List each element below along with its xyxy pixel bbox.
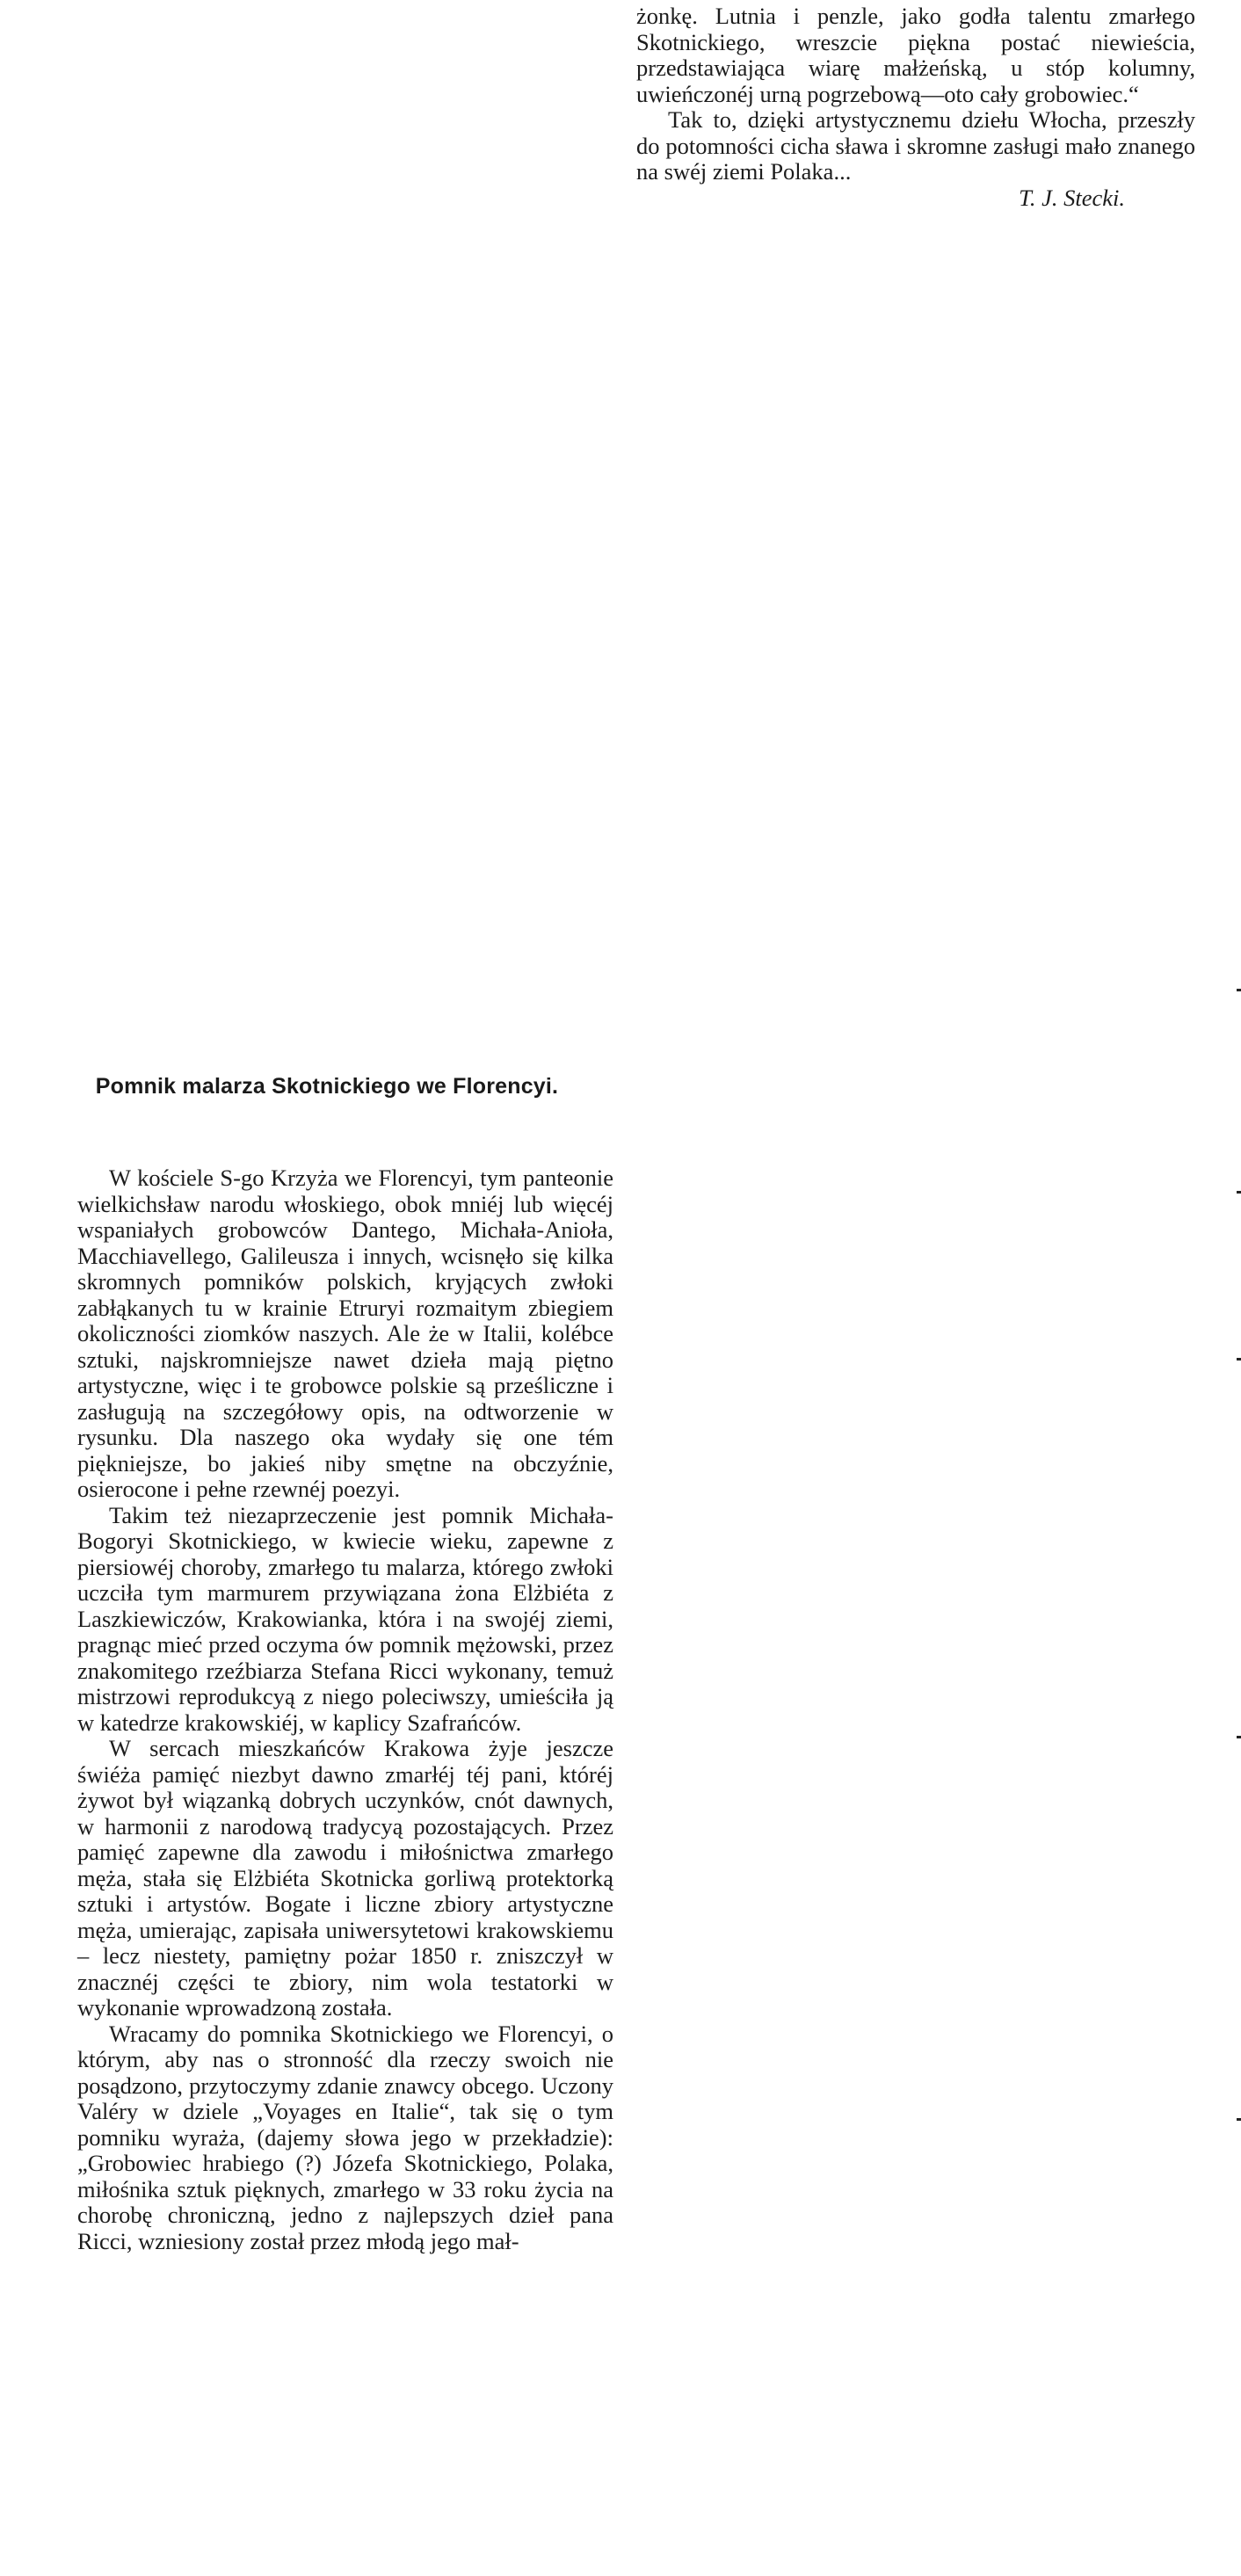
article-paragraph: W sercach mieszkańców Krakowa żyje jeszcze świéża pamięć niezbyt dawno zmarłéj téj pani, któréj żywot był wiązanką dobrych uczynków, cnót dawnych, w harmonii z narodową tradycyą pozostających. Przez pamięć zapewne dla zawodu i miłośnictwa zmarłego męża, stała się Elżbiéta Skotnicka gorliwą protektorką sztuki i artystów. Bogate i liczne zbiory artystyczne męża, umierając, zapisała uniwersytetowi krakowskiemu – lecz niestety, pamiętny pożar 1850 r. zniszczył w znacznéj części te zbiory, nim wola testatorki w wykonanie wprowadzoną została. [77, 1735, 613, 2021]
article-paragraph: W kościele S-go Krzyża we Florencyi, tym panteonie wielkichsław narodu włoskiego, obok mniéj lub więcéj wspaniałych grobowców Dantego, Michała-Anioła, Macchiavellego, Galileusza i innych, wcisnęło się kilka skromnych pomników polskich, kryjących zwłoki zabłąkanych tu w krainie Etruryi rozmaitym zbiegiem okoliczności ziomków naszych. Ale że w Italii, kolébce sztuki, najskromniejsze nawet dzieła mają piętno artystyczne, więc i te grobowce polskie są prześliczne i zasługują na szczegółowy opis, na odtworzenie w rysunku. Dla naszego oka wydały się one tém piękniejsze, bo jakieś niby smętne na obczyźnie, osierocone i pełne rzewnéj poezyi. [77, 1165, 613, 1502]
scan-edge-mark [1237, 1191, 1241, 1194]
scan-edge-mark [1237, 1736, 1241, 1738]
article-title: Pomnik malarza Skotnickiego we Florencyi. [95, 1074, 559, 1099]
author-signature: T. J. Stecki. [1019, 184, 1125, 211]
continued-text-column [636, 4, 1195, 211]
scan-edge-mark [1237, 1358, 1241, 1361]
article-paragraph: Takim też niezaprzeczenie jest pomnik Michała-Bogoryi Skotnickiego, w kwiecie wieku, zapewne z piersiowéj choroby, zmarłego tu malarza, którego zwłoki uczciła tym marmurem przywiązana żona Elżbiéta z Laszkiewiczów, Krakowianka, która i na swojéj ziemi, pragnąc mieć przed oczyma ów pomnik mężowski, przez znakomitego rzeźbiarza Stefana Ricci wykonany, temuż mistrzowi reprodukcyą z niego poleciwszy, umieściła ją w katedrze krakowskiéj, w kaplicy Szafrańców. [77, 1501, 613, 1736]
closing-paragraph: Tak to, dzięki artystycznemu dziełu Włocha, przeszły do potomności cicha sława i skromne zasługi mało znanego na swéj ziemi Polaka... [636, 106, 1195, 185]
scan-edge-mark [1237, 2118, 1241, 2121]
article-paragraph: Wracamy do pomnika Skotnickiego we Florencyi, o którym, aby nas o stronność dla rzeczy swoich nie posądzono, przytoczymy zdanie znawcy obcego. Uczony Valéry w dziele „Voyages en Italie“, tak się o tym pomniku wyraża, (dajemy słowa jego w przekładzie): „Grobowiec hrabiego (?) Józefa Skotnickiego, Polaka, miłośnika sztuk pięknych, zmarłego w 33 roku życia na chorobę chroniczną, jedno z najlepszych dzieł pana Ricci, wzniesiony został przez młodą jego mał- [77, 2020, 613, 2254]
article-body [77, 1165, 613, 2254]
scan-edge-mark [1237, 989, 1241, 991]
continued-paragraph: żonkę. Lutnia i penzle, jako godła talentu zmarłego Skotnickiego, wreszcie piękna postać niewieścia, przedstawiająca wiarę małżeńską, u stóp kolumny, uwieńczonéj urną pogrzebową—oto cały grobowiec.“ [636, 3, 1195, 107]
